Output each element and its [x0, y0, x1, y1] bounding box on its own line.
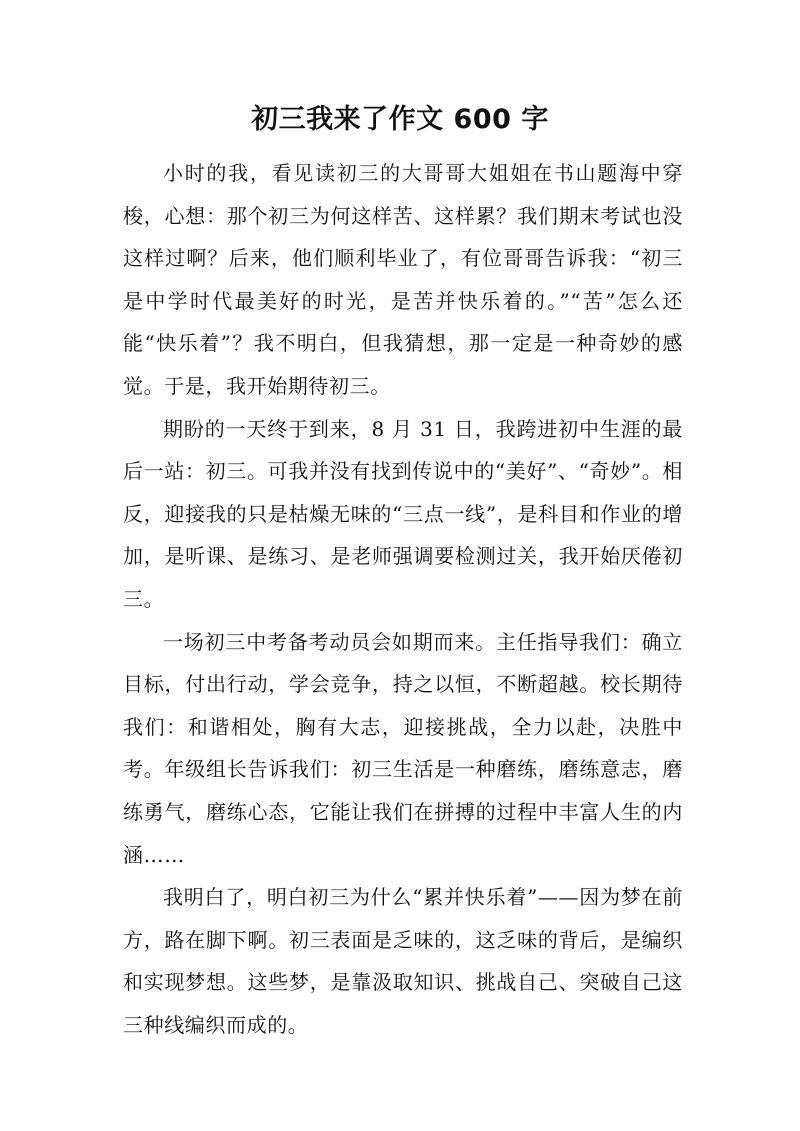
paragraph-4: 我明白了，明白初三为什么“累并快乐着”——因为梦在前方，路在脚下啊。初三表面是乏味的，这乏味的背后，是编织和实现梦想。这些梦，是靠汲取知识、挑战自己、突破自己这三种线编织而成的。: [123, 885, 683, 1037]
paragraph-2: 期盼的一天终于到来，8 月 31 日，我跨进初中生涯的最后一站：初三。可我并没有找到传说中的“美好”、“奇妙”。相反，迎接我的只是枯燥无味的“三点一线”，是科目和作业的增加，是听课、是练习、是老师强调要检测过关，我开始厌倦初三。: [123, 416, 683, 611]
document-body: [123, 152, 683, 1046]
document-title: 初三我来了作文 600 字: [251, 104, 549, 135]
paragraph-3: 一场初三中考备考动员会如期而来。主任指导我们：确立目标，付出行动，学会竞争，持之以恒，不断超越。校长期待我们：和谐相处，胸有大志，迎接挑战，全力以赴，决胜中考。年级组长告诉我们：初三生活是一种磨练，磨练意志，磨练勇气，磨练心态，它能让我们在拼搏的过程中丰富人生的内涵……: [123, 629, 683, 867]
paragraph-1: 小时的我，看见读初三的大哥哥大姐姐在书山题海中穿梭，心想：那个初三为何这样苦、这样累？我们期末考试也没这样过啊？后来，他们顺利毕业了，有位哥哥告诉我：“初三是中学时代最美好的时光，是苦并快乐着的。”“苦”怎么还能“快乐着”？我不明白，但我猜想，那一定是一种奇妙的感觉。于是，我开始期待初三。: [123, 161, 683, 398]
